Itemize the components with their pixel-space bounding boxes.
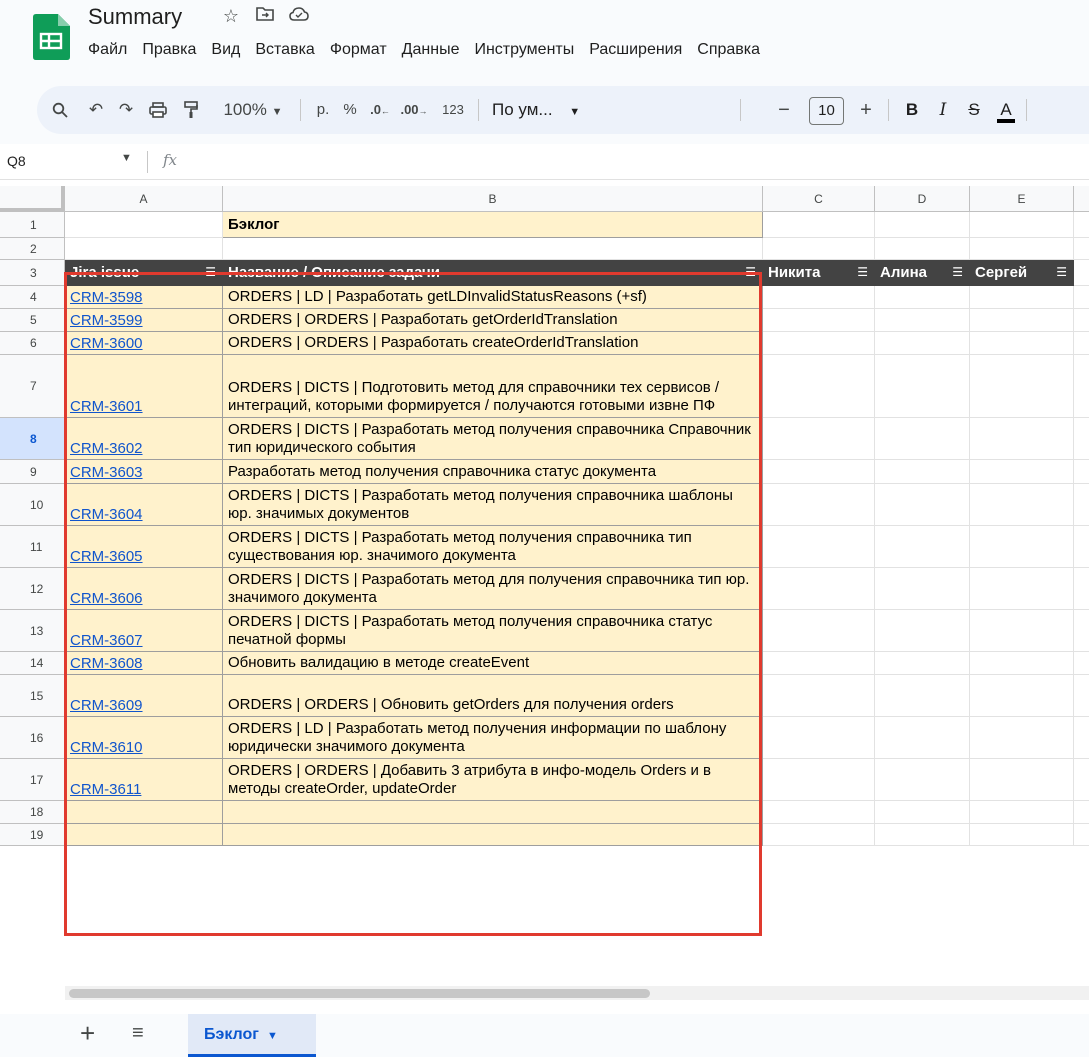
cell-d19[interactable] <box>875 824 970 846</box>
row-header-1[interactable]: 1 <box>0 212 65 238</box>
jira-issue-link[interactable] <box>65 286 223 309</box>
cell-d12[interactable] <box>875 568 970 610</box>
formula-bar <box>0 144 1089 180</box>
cell-c19[interactable] <box>763 824 875 846</box>
cell-f5[interactable] <box>1074 309 1089 332</box>
jira-issue-link-text[interactable]: CRM-3599 <box>70 312 143 329</box>
cell-e16[interactable] <box>970 717 1074 759</box>
cell-d11[interactable] <box>875 526 970 568</box>
jira-issue-link-text[interactable]: CRM-3604 <box>70 506 143 523</box>
jira-issue-link-text[interactable]: CRM-3601 <box>70 398 143 415</box>
cell-c11[interactable] <box>763 526 875 568</box>
increase-font-size-button[interactable]: + <box>860 99 872 121</box>
column-header-f[interactable] <box>1074 186 1089 212</box>
cell-d16[interactable] <box>875 717 970 759</box>
percent-format-button[interactable]: % <box>343 101 357 118</box>
decrease-font-size-button[interactable]: − <box>778 99 790 121</box>
row-header-15[interactable]: 15 <box>0 675 65 717</box>
cell-b19[interactable] <box>223 824 763 846</box>
cell-c8[interactable] <box>763 418 875 460</box>
toolbar-divider <box>1026 99 1027 121</box>
jira-issue-link-text[interactable]: CRM-3609 <box>70 697 143 714</box>
jira-issue-link[interactable] <box>65 759 223 801</box>
cell-e4[interactable] <box>970 286 1074 309</box>
task-description-cell[interactable]: Разработать метод получения справочника статус документа <box>223 460 763 484</box>
cell-a18[interactable] <box>65 801 223 824</box>
row-header-4[interactable]: 4 <box>0 286 65 309</box>
app-header <box>0 0 1089 80</box>
row-header-13[interactable]: 13 <box>0 610 65 652</box>
formula-input[interactable] <box>200 152 1080 172</box>
cell-d1[interactable] <box>875 212 970 238</box>
cell-d10[interactable] <box>875 484 970 526</box>
jira-issue-link[interactable] <box>65 332 223 355</box>
spreadsheet-grid <box>0 186 1089 1000</box>
cell-f18[interactable] <box>1074 801 1089 824</box>
cell-d4[interactable] <box>875 286 970 309</box>
cell-f13[interactable] <box>1074 610 1089 652</box>
filter-icon[interactable]: ☰ <box>1056 265 1067 279</box>
filter-icon[interactable]: ☰ <box>205 265 216 279</box>
row-header-9[interactable]: 9 <box>0 460 65 484</box>
chevron-down-icon: ▼ <box>569 106 581 118</box>
redo-icon[interactable]: ↷ <box>118 100 134 119</box>
cell-d8[interactable] <box>875 418 970 460</box>
name-box[interactable]: Q8 <box>7 153 26 169</box>
cell-c4[interactable] <box>763 286 875 309</box>
cell-c16[interactable] <box>763 717 875 759</box>
cell-f3[interactable] <box>1074 260 1089 286</box>
row-header-18[interactable]: 18 <box>0 801 65 824</box>
chevron-down-icon: ▼ <box>271 106 283 118</box>
star-icon[interactable]: ☆ <box>222 6 240 26</box>
cell-c5[interactable] <box>763 309 875 332</box>
cell-a1[interactable] <box>65 212 223 238</box>
cell-d2[interactable] <box>875 238 970 260</box>
row-header-8[interactable]: 8 <box>0 418 65 460</box>
decrease-decimals-button[interactable]: .0← <box>370 102 390 117</box>
strikethrough-button[interactable]: S <box>968 100 980 119</box>
font-family-select[interactable]: По ум... ▼ <box>492 100 581 119</box>
cell-d18[interactable] <box>875 801 970 824</box>
cell-d13[interactable] <box>875 610 970 652</box>
row-header-12[interactable]: 12 <box>0 568 65 610</box>
formula-divider <box>147 151 148 173</box>
cell-c7[interactable] <box>763 355 875 418</box>
filter-icon[interactable]: ☰ <box>857 265 868 279</box>
header-cell-p3[interactable]: Сергей ☰ <box>970 260 1074 286</box>
arrow-left-icon: ← <box>380 106 390 116</box>
jira-issue-link-text[interactable]: CRM-3600 <box>70 335 143 352</box>
move-folder-icon[interactable] <box>255 6 275 27</box>
filter-icon[interactable]: ☰ <box>952 265 963 279</box>
italic-button[interactable]: I <box>939 100 947 120</box>
cell-d9[interactable] <box>875 460 970 484</box>
select-all-corner[interactable] <box>0 186 65 212</box>
task-description-cell[interactable]: Обновить валидацию в методе createEvent <box>223 652 763 675</box>
cell-c18[interactable] <box>763 801 875 824</box>
cell-e9[interactable] <box>970 460 1074 484</box>
cell-f10[interactable] <box>1074 484 1089 526</box>
task-description-cell[interactable]: ORDERS | DICTS | Подготовить метод для справочники тех сервисов / интеграций, которыми формируется / получаются готовыми извне ПФ <box>223 355 763 418</box>
cell-e13[interactable] <box>970 610 1074 652</box>
menu-data[interactable]: Данные <box>401 41 460 58</box>
menu-view[interactable]: Вид <box>211 41 241 58</box>
cell-d5[interactable] <box>875 309 970 332</box>
column-header-e[interactable]: E <box>970 186 1074 212</box>
cell-e1[interactable] <box>970 212 1074 238</box>
cell-e17[interactable] <box>970 759 1074 801</box>
header-cell-jira[interactable]: Jira issue ☰ <box>65 260 223 286</box>
menu-file[interactable]: Файл <box>88 41 128 58</box>
cell-d15[interactable] <box>875 675 970 717</box>
task-description-cell[interactable]: ORDERS | DICTS | Разработать метод получения справочника Справочник тип юридического события <box>223 418 763 460</box>
cell-c15[interactable] <box>763 675 875 717</box>
menu-edit[interactable]: Правка <box>142 41 197 58</box>
task-description-cell[interactable]: ORDERS | DICTS | Разработать метод получения справочника тип существования юр. значимого документа <box>223 526 763 568</box>
cell-d14[interactable] <box>875 652 970 675</box>
search-icon[interactable] <box>49 86 71 134</box>
cell-e15[interactable] <box>970 675 1074 717</box>
row-header-16[interactable]: 16 <box>0 717 65 759</box>
column-header-c[interactable]: C <box>763 186 875 212</box>
jira-issue-link-text[interactable]: CRM-3606 <box>70 590 143 607</box>
row-header-6[interactable]: 6 <box>0 332 65 355</box>
jira-issue-link[interactable] <box>65 418 223 460</box>
jira-issue-link-text[interactable]: CRM-3610 <box>70 739 143 756</box>
toolbar-divider <box>888 99 889 121</box>
paint-format-icon[interactable] <box>179 86 203 134</box>
jira-issue-link-text[interactable]: CRM-3605 <box>70 548 143 565</box>
jira-issue-link-text[interactable]: CRM-3603 <box>70 464 143 481</box>
cell-f19[interactable] <box>1074 824 1089 846</box>
cell-f17[interactable] <box>1074 759 1089 801</box>
fx-icon: fx <box>163 151 178 169</box>
scrollbar-thumb[interactable] <box>69 989 650 998</box>
more-formats-button[interactable]: 123 <box>442 102 464 117</box>
cell-f14[interactable] <box>1074 652 1089 675</box>
task-description-cell[interactable]: ORDERS | LD | Разработать getLDInvalidStatusReasons (+sf) <box>223 286 763 309</box>
menu-help[interactable]: Справка <box>697 41 761 58</box>
menu-tools[interactable]: Инструменты <box>474 41 575 58</box>
cell-e19[interactable] <box>970 824 1074 846</box>
chevron-down-icon[interactable]: ▼ <box>121 152 132 164</box>
row-header-3[interactable]: 3 <box>0 260 65 286</box>
font-size-input[interactable]: 10 <box>809 97 844 125</box>
jira-issue-link-text[interactable]: CRM-3611 <box>70 781 142 798</box>
toolbar <box>37 86 1089 134</box>
cell-f15[interactable] <box>1074 675 1089 717</box>
bold-button[interactable]: B <box>905 100 919 119</box>
filter-icon[interactable]: ☰ <box>745 265 756 279</box>
jira-issue-link[interactable] <box>65 309 223 332</box>
cell-c2[interactable] <box>763 238 875 260</box>
cell-c14[interactable] <box>763 652 875 675</box>
header-cell-p2[interactable]: Алина ☰ <box>875 260 970 286</box>
toolbar-divider <box>478 99 479 121</box>
cell-f16[interactable] <box>1074 717 1089 759</box>
cell-c17[interactable] <box>763 759 875 801</box>
column-header-a[interactable]: A <box>65 186 223 212</box>
menu-bar <box>88 41 775 59</box>
menu-insert[interactable]: Вставка <box>255 41 315 58</box>
cell-f8[interactable] <box>1074 418 1089 460</box>
cell-d17[interactable] <box>875 759 970 801</box>
task-description-cell[interactable]: ORDERS | LD | Разработать метод получения информации по шаблону юридически значимого документа <box>223 717 763 759</box>
cell-f12[interactable] <box>1074 568 1089 610</box>
add-sheet-button[interactable]: + <box>80 1018 96 1048</box>
jira-issue-link[interactable] <box>65 610 223 652</box>
cell-e7[interactable] <box>970 355 1074 418</box>
row-header-7[interactable]: 7 <box>0 355 65 418</box>
cell-e6[interactable] <box>970 332 1074 355</box>
cloud-status-icon[interactable] <box>289 6 309 27</box>
row-header-17[interactable]: 17 <box>0 759 65 801</box>
jira-issue-link[interactable] <box>65 652 223 675</box>
task-description-cell[interactable]: ORDERS | ORDERS | Разработать getOrderIdTranslation <box>223 309 763 332</box>
horizontal-scrollbar[interactable] <box>65 986 1089 1000</box>
cell-e11[interactable] <box>970 526 1074 568</box>
cell-b2[interactable] <box>223 238 763 260</box>
jira-issue-link-text[interactable]: CRM-3608 <box>70 655 143 672</box>
cell-c6[interactable] <box>763 332 875 355</box>
cell-f1[interactable] <box>1074 212 1089 238</box>
row-header-19[interactable]: 19 <box>0 824 65 846</box>
cell-e12[interactable] <box>970 568 1074 610</box>
increase-decimals-button[interactable]: .00→ <box>400 102 428 117</box>
backlog-title-cell[interactable]: Бэклог <box>223 212 763 238</box>
cell-f2[interactable] <box>1074 238 1089 260</box>
chevron-down-icon[interactable]: ▼ <box>266 1030 278 1042</box>
toolbar-divider <box>300 99 301 121</box>
arrow-right-icon: → <box>418 106 428 116</box>
jira-issue-link[interactable] <box>65 484 223 526</box>
task-description-cell[interactable]: ORDERS | ORDERS | Обновить getOrders для получения orders <box>223 675 763 717</box>
jira-issue-link[interactable] <box>65 675 223 717</box>
cell-c12[interactable] <box>763 568 875 610</box>
cell-e14[interactable] <box>970 652 1074 675</box>
sheets-logo-icon[interactable] <box>30 14 70 60</box>
sheet-tab-bar <box>0 1014 1089 1057</box>
jira-issue-link-text[interactable]: CRM-3598 <box>70 289 143 306</box>
cell-f6[interactable] <box>1074 332 1089 355</box>
cell-a2[interactable] <box>65 238 223 260</box>
task-description-cell[interactable]: ORDERS | DICTS | Разработать метод получения справочника статус печатной формы <box>223 610 763 652</box>
cell-e2[interactable] <box>970 238 1074 260</box>
cell-b18[interactable] <box>223 801 763 824</box>
title-icons <box>221 6 309 27</box>
column-header-d[interactable]: D <box>875 186 970 212</box>
cell-c10[interactable] <box>763 484 875 526</box>
jira-issue-link[interactable] <box>65 460 223 484</box>
cell-f7[interactable] <box>1074 355 1089 418</box>
header-cell-p1[interactable]: Никита ☰ <box>763 260 875 286</box>
cell-a19[interactable] <box>65 824 223 846</box>
task-description-cell[interactable]: ORDERS | ORDERS | Разработать createOrderIdTranslation <box>223 332 763 355</box>
cell-e10[interactable] <box>970 484 1074 526</box>
jira-issue-link[interactable] <box>65 355 223 418</box>
cell-f11[interactable] <box>1074 526 1089 568</box>
jira-issue-link[interactable] <box>65 717 223 759</box>
cell-c13[interactable] <box>763 610 875 652</box>
menu-format[interactable]: Формат <box>329 41 387 58</box>
cell-d7[interactable] <box>875 355 970 418</box>
currency-format-button[interactable]: р. <box>316 101 330 118</box>
row-header-11[interactable]: 11 <box>0 526 65 568</box>
cell-c1[interactable] <box>763 212 875 238</box>
task-description-cell[interactable]: ORDERS | DICTS | Разработать метод получения справочника шаблоны юр. значимых документов <box>223 484 763 526</box>
cell-c9[interactable] <box>763 460 875 484</box>
jira-issue-link-text[interactable]: CRM-3607 <box>70 632 143 649</box>
task-description-cell[interactable]: ORDERS | ORDERS | Добавить 3 атрибута в инфо-модель Orders и в методы createOrder, updateOrder <box>223 759 763 801</box>
document-title[interactable]: Summary <box>88 4 183 29</box>
all-sheets-button[interactable]: ≡ <box>132 1022 144 1044</box>
jira-issue-link-text[interactable]: CRM-3602 <box>70 440 143 457</box>
sheet-tab-backlog[interactable] <box>188 1014 316 1057</box>
header-cell-name[interactable]: Название / Описание задачи ☰ <box>223 260 763 286</box>
undo-icon[interactable]: ↶ <box>88 100 104 119</box>
toolbar-area <box>0 80 1089 144</box>
text-color-button[interactable]: A <box>994 86 1018 134</box>
jira-issue-link[interactable] <box>65 568 223 610</box>
column-header-b[interactable]: B <box>223 186 763 212</box>
cell-e5[interactable] <box>970 309 1074 332</box>
row-header-14[interactable]: 14 <box>0 652 65 675</box>
cell-d6[interactable] <box>875 332 970 355</box>
row-header-2[interactable]: 2 <box>0 238 65 260</box>
jira-issue-link[interactable] <box>65 526 223 568</box>
cell-e8[interactable] <box>970 418 1074 460</box>
menu-extensions[interactable]: Расширения <box>589 41 683 58</box>
toolbar-divider <box>740 99 741 121</box>
cell-f9[interactable] <box>1074 460 1089 484</box>
print-icon[interactable] <box>146 86 170 134</box>
sheet-tab-label: Бэклог <box>204 1026 259 1043</box>
cell-f4[interactable] <box>1074 286 1089 309</box>
row-header-10[interactable]: 10 <box>0 484 65 526</box>
task-description-cell[interactable]: ORDERS | DICTS | Разработать метод для получения справочника тип юр. значимого документа <box>223 568 763 610</box>
zoom-select[interactable]: 100% ▼ <box>223 100 283 119</box>
row-header-5[interactable]: 5 <box>0 309 65 332</box>
cell-e18[interactable] <box>970 801 1074 824</box>
